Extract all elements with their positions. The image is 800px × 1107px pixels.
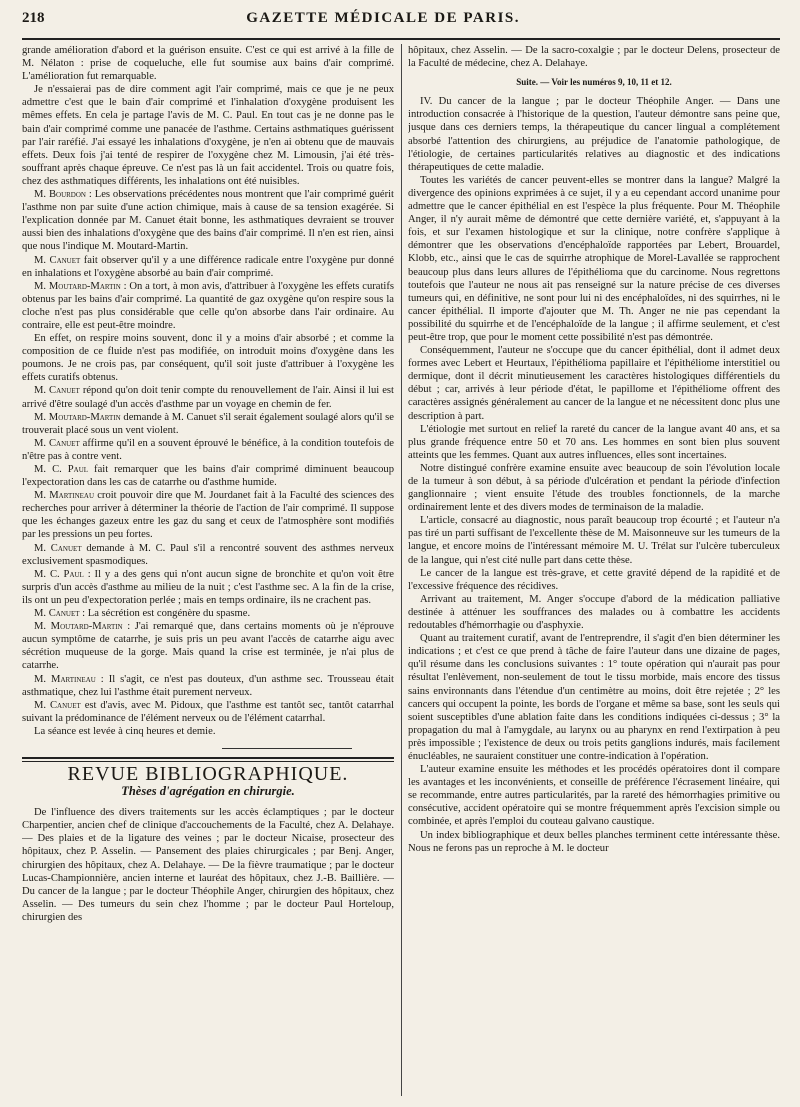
speech-text: répond qu'on doit tenir compte du renouvellement de l'air. Ainsi il lui est arrivé d'être soulagé d'un accès d'asthme par un voyage en chemin de fer. [22,385,394,410]
right-column [408,44,780,1096]
speech [22,542,394,568]
paragraph: Quant au traitement curatif, avant de l'entreprendre, il s'agit d'en bien déterminer les indications ; et c'est ce que prend à tâche de faire l'auteur dans une dizaine de pages, qu'il résume dans les conclusions suivantes : 1° toute opération qui n'aurait pas pour résultat l'enlèvement, non-seulement de tout le tissu morbide, mais encore des tissus sains environnants dans l'étendue d'un centimètre au moins, doit être rejetée ; 2° les cancers qui occupent la pointe, les bords de l'organe et même sa base, sont les seuls qui soient susceptibles d'une ablation faite dans les conditions indiquées ci-dessus ; 3° la propagation du mal à l'amygdale, au larynx ou au pharynx en rend l'extirpation à peu près impossible ; l'existence de deux ou trois petits ganglions indurés, mais facilement énucléables, ne sauraient constituer une contre-indication à l'opération. [408,633,780,762]
speech [22,254,394,280]
speech [22,699,394,725]
section-end-rule [222,748,352,749]
paragraph: L'article, consacré au diagnostic, nous paraît beaucoup trop écourté ; et l'auteur n'a pas tiré un parti suffisant de l'excellente thèse de M. Maisonneuve sur les tumeurs de la langue, et encore moins de l'intéressant mémoire M. U. Trélat sur l'ulcère tuberculeux de la langue, qui n'est cité nulle part dans cette thèse. [408,515,780,566]
rubric-rule [22,761,394,762]
speaker: M. Moutard-Martin [34,621,123,633]
speech [22,568,394,607]
paragraph: hôpitaux, chez Asselin. — De la sacro-coxalgie ; par le docteur Delens, prosecteur de la Faculté de médecine, chez A. Delahaye. [408,45,780,70]
page-header [22,10,780,34]
rubric-title: REVUE BIBLIOGRAPHIQUE. [67,762,349,785]
paragraph: Un index bibliographique et deux belles planches terminent cette intéressante thèse. Nous ne ferons pas un reproche à M. le docteur [408,829,780,854]
speech-text: : On a tort, à mon avis, d'attribuer à l'oxygène les effets curatifs obtenus par les bains d'air comprimé. La quantité de gaz oxygène qu'on respire sous la cloche n'est pas plus considérable que celle qu'on absorbe dans l'air ordinaire. Au contraire, elle est peut-être moindre. [22,280,394,331]
speaker: M. Canuet [34,608,80,620]
paragraph: IV. Du cancer de la langue ; par le docteur Théophile Anger. — Dans une introduction consacrée à l'historique de la question, l'auteur démontre sans peine que, jusque dans ces derniers temps, la thérapeutique du cancer lingual a complétement absorbé l'attention des chirurgiens, au préjudice de l'anatomie pathologique, de l'étiologie, de certaines particularités relatives au diagnostic et des indications thérapeutiques de cette maladie. [408,96,780,173]
bibliography-text: De l'influence des divers traitements sur les accès éclamptiques ; par le docteur Charpentier, ancien chef de clinique d'accouchements de la Faculté, chez A. Delahaye. — Des plaies et de la ligature des veines ; par le docteur Nicaise, prosecteur des hôpitaux, chez P. Asselin. — Pansement des plaies chirurgicales ; par Benj. Anger, chirurgien des hôpitaux, chez A. Delahaye. — De la fièvre traumatique ; par le docteur Lucas-Championnière, ancien interne et lauréat des hôpitaux, chez J.-B. Baillière. — Du cancer de la langue ; par le docteur Théophile Anger, chirurgien des hôpitaux, chez Asselin. — Des tumeurs du sein chez l'homme ; par le docteur Paul Horteloup, chirurgien des [22,807,394,923]
speech [22,489,394,541]
speech-text: affirme qu'il en a souvent éprouvé le bénéfice, à la condition toutefois de n'être pas à contre vent. [22,437,394,462]
speaker: M. Moutard-Martin [34,411,121,423]
paragraph: L'étiologie met surtout en relief la rareté du cancer de la langue avant 40 ans, et sa plus grande fréquence entre 50 et 70 ans. Les hommes en sont bien plus souvent atteints que les femmes. Quant aux autres influences, elles sont incertaines. [408,423,780,461]
speech [22,188,394,253]
speech-text: : Il s'agit, ce n'est pas douteux, d'un asthme sec. Trousseau était asthmatique, chez lui l'asthme était purement nerveux. [22,673,394,698]
speech-text: fait remarquer que les bains d'air comprimé diminuent beaucoup l'expectoration dans les cas de catarrhe ou d'asthme humide. [22,464,394,489]
speaker: M. Martineau [34,673,96,685]
speech-text: croit pouvoir dire que M. Jourdanet fait à la Faculté des sciences des recherches pour arriver à déterminer la théorie de l'action de l'air comprimé. Il suppose que les échanges gazeux entre les gaz du sang et ceux de l'atmosphère sont modifiés par les pressions un peu fortes. [22,490,394,541]
speech [22,673,394,699]
column-divider [401,44,402,1096]
page-number: 218 [22,10,45,26]
rubric-subtitle: Thèses d'agrégation en chirurgie. [121,784,295,799]
header-rule [22,38,780,40]
speaker: M. Canuet [34,542,82,554]
paragraph: Le cancer de la langue est très-grave, et cette gravité dépend de la rapidité et de l'excessive fréquence des récidives. [408,567,780,592]
rubric-rule [22,757,394,759]
speaker: M. C. Paul [34,568,84,580]
speech-text: : La sécrétion est congénère du spasme. [79,608,251,620]
paragraph: L'auteur examine ensuite les méthodes et les procédés opératoires dont il compare les avantages et les inconvénients, et conseille de préférence l'écrasement linéaire, qui se recommande, entre autres particularités, par la rareté des hémorrhagies primitive ou consécutive, accident opératoire qui se montre fréquemment après l'excision simple ou combinée, et après l'emploi du couteau galvano caustique. [408,764,780,828]
speech-text: : Il y a des gens qui n'ont aucun signe de bronchite et qu'on voit être surpris d'un accès d'asthme au milieu de la nuit ; c'est l'asthme sec. A la fin de la crise, ils ont un peu d'expectoration perlée ; mais en temps ordinaire, ils ne crachent pas. [22,568,394,606]
speaker: M. C. Paul [34,464,89,475]
speaker: M. Bourdon [34,189,86,201]
paragraph: Toutes les variétés de cancer peuvent-elles se montrer dans la langue? Malgré la divergence des opinions exprimées à ce sujet, il y a eu cependant accord unanime pour admettre que le cancer épithélial en est l'espèce la plus fréquente. Pour M. Théophile Anger, il n'y aurait même de démontré que cette dernière variété, et, s'appuyant à la fois, et sur l'examen histologique et sur la clinique, notre confrère s'applique à démontrer que les observations d'encéphaloïde rapportées par Lebert, Brouardel, Klobb, etc., ainsi que le cas de squirrhe atrophique de Morel-Lavallée se rapprochent beaucoup plus dans leurs allures de l'épithélioma que du carcinome. Nous regrettons toutefois que l'auteur ne nous ait pas renseigné sur la nature précise de ces diverses tumeurs qui, en définitive, ne sont pour lui ni des encéphaloïdes, ni des squirrhes, ni le cancer épithélial. Il importe d'ajouter que M. Th. Anger ne nie pas cependant la possibilité du squirrhe et de l'encéphaloïde de la langue ; il affirme seulement, et c'est peut-être trop, que pour le moment cette possibilité n'est pas démontrée. [408,174,780,343]
paragraph: Notre distingué confrère examine ensuite avec beaucoup de soin l'évolution locale de la tumeur à son début, à sa période d'ulcération et pendant la période d'infection ganglionnaire ; vient ensuite l'étude des troubles fonctionnels, de la marche ordinairement lente et des divers modes de terminaison de la maladie. [408,462,780,514]
speaker: M. Canuet [34,385,80,397]
speech [22,437,394,463]
speaker: M. Canuet [34,699,81,711]
speech-text: : Les observations précédentes nous montrent que l'air comprimé guérit l'asthme non par suite d'une action chimique, mais à cause de sa tension exagérée. Si l'explication donnée par M. Canuet était bonne, les asthmatiques devraient se trouver aussi bien des inhalations d'oxygène que des bains d'air comprimé. Il n'en est rien, ainsi que nous l'indique M. Moutard-Martin. [22,189,394,253]
speech-text: est d'avis, avec M. Pidoux, que l'asthme est tantôt sec, tantôt catarrhal suivant la prédominance de l'élément nerveux ou de l'élément catarrhal. [22,699,394,724]
session-closing: La séance est levée à cinq heures et demie. [34,725,216,737]
journal-title: GAZETTE MÉDICALE DE PARIS. [246,10,520,26]
speech-text: demande à M. C. Paul s'il a rencontré souvent des asthmes nerveux exclusivement spasmodiques. [22,542,394,567]
speech-text: : J'ai remarqué que, dans certains moments où je n'éprouve aucun symptôme de catarrhe, je suis pris un peu avant l'accès de catarrhe aigu avec sécrétion muqueuse de la gorge. Mais quand la crise est terminée, je n'ai plus de catarrhe. [22,621,394,672]
left-column [22,44,394,1096]
paragraph: En effet, on respire moins souvent, donc il y a moins d'air absorbé ; et comme la composition de ce fluide n'est pas modifiée, on introduit moins d'oxygène dans les poumons. Je ne crois pas, par conséquent, qu'il soit juste d'attribuer à l'oxygène les effets curatifs obtenus. [22,333,394,384]
speech [22,620,394,672]
speech [22,384,394,410]
speech-text: fait observer qu'il y a une différence radicale entre l'oxygène pur donné en inhalations et l'oxygène absorbé au bain d'air comprimé. [22,254,394,279]
speech [22,280,394,332]
speaker: M. Canuet [34,254,81,266]
speech [22,463,394,489]
speaker: M. Canuet [34,437,80,449]
speech-text: demande à M. Canuet s'il serait également soulagé alors qu'il se trouverait placé sous un vent violent. [22,411,394,436]
paragraph: Conséquemment, l'auteur ne s'occupe que du cancer épithélial, dont il admet deux formes avec Lebert et Heurtaux, l'épithélioma papillaire et l'épithéliome interstitiel ou dermique, dont il décrit minutieusement les caractères histologiques différentiels du début ; car, arrivés à leur période d'état, le papillome et l'épithéliome offrent des caractères assignés généralement au cancer de la langue et ne nécessitent donc plus une description à part. [408,345,780,422]
columns [22,44,780,1096]
continuation-note: Suite. — Voir les numéros 9, 10, 11 et 12. [516,77,672,88]
bibliography-list [22,806,394,924]
paragraph: Arrivant au traitement, M. Anger s'occupe d'abord de la médication palliative destinée à atténuer les souffrances des malades ou à combattre les accidents redoutables d'hémorrhagie ou d'asphyxie. [408,593,780,632]
speaker: M. Moutard-Martin [34,280,121,292]
paragraph: grande amélioration d'abord et la guérison ensuite. C'est ce qui est arrivé à la fille de M. Nélaton : prise de coqueluche, elle fut soumise aux bains d'air comprimé. L'amélioration fut remarquable. [22,45,394,83]
speech [22,607,394,620]
paragraph: Je n'essaierai pas de dire comment agit l'air comprimé, mais ce que je ne peux admettre c'est que le bain d'air comprimé et l'inhalation d'oxygène produisent les mêmes effets. En cela je partage l'avis de M. C. Paul. En tout cas je ne donne pas le bain d'air comprimé comme une panacée de l'asthme. Certains asthmatiques guérissent par l'air raréfié. J'ai essayé les inhalations d'oxygène, je n'en ai obtenu que de mauvais effets. Deux fois j'ai tenté de respirer de l'oxygène chez M. Limousin, j'ai été très-souffrant après chaque épreuve. Ce n'est pas là un fait accidentel. Trois ou quatre fois, chez des asthmatiques différents, les inhalations ont été nuisibles. [22,84,394,187]
speaker: M. Martineau [34,490,95,502]
speech [22,411,394,437]
